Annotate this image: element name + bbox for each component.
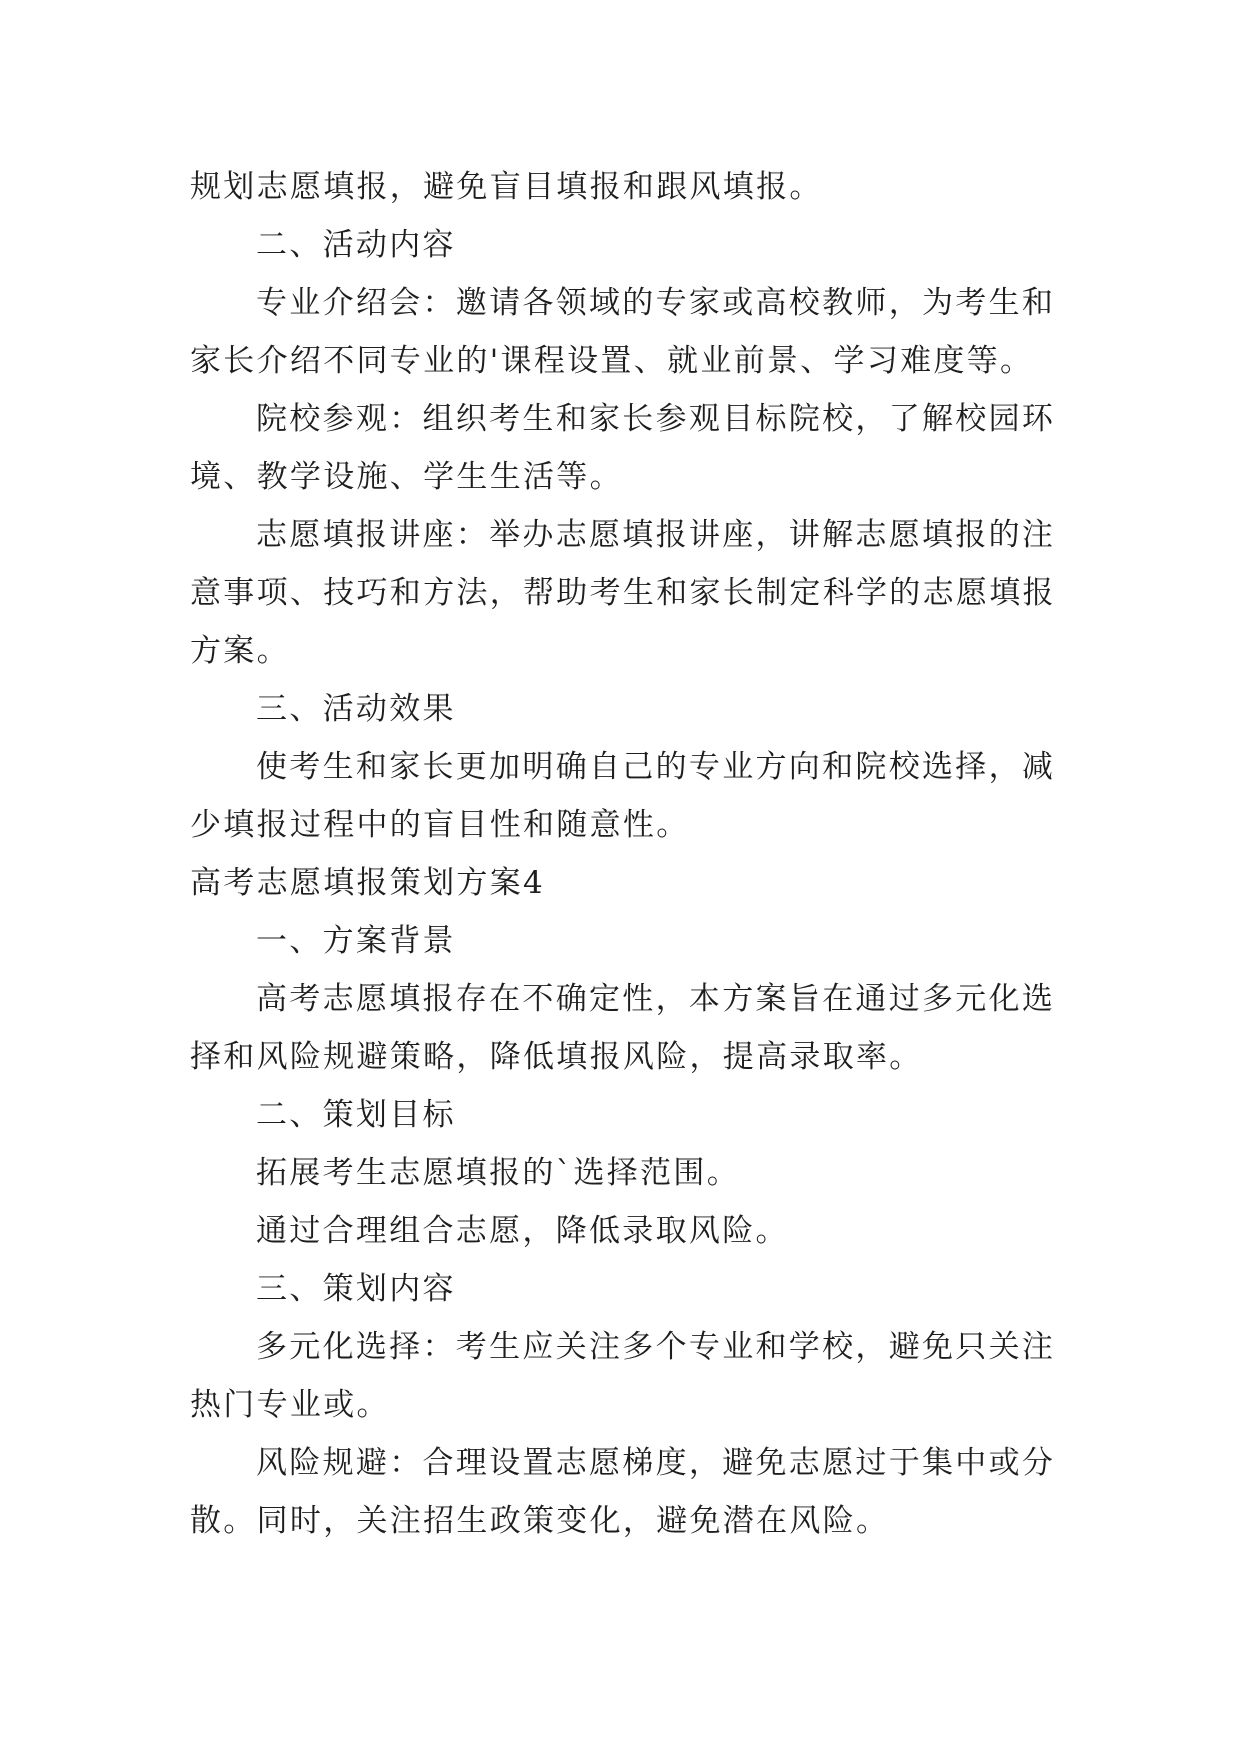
- text-line: 择和风险规避策略，降低填报风险，提高录取率。: [190, 1039, 923, 1075]
- text-line: 高考志愿填报存在不确定性，本方案旨在通过多元化选: [256, 981, 1056, 1017]
- text-line: 方案。: [190, 633, 290, 669]
- text-line: 一、方案背景: [256, 923, 456, 959]
- text-line: 志愿填报讲座：举办志愿填报讲座，讲解志愿填报的注: [256, 517, 1056, 553]
- text-line: 意事项、技巧和方法，帮助考生和家长制定科学的志愿填报: [190, 575, 1056, 611]
- text-line: 三、活动效果: [256, 691, 456, 727]
- text-line: 热门专业或。: [190, 1387, 390, 1423]
- text-line: 规划志愿填报，避免盲目填报和跟风填报。: [190, 169, 823, 205]
- text-line: 拓展考生志愿填报的`选择范围。: [256, 1155, 740, 1191]
- text-line: 少填报过程中的盲目性和随意性。: [190, 807, 690, 843]
- document-body: [190, 158, 1058, 1550]
- text-line: 高考志愿填报策划方案4: [190, 865, 546, 901]
- text-line: 使考生和家长更加明确自己的专业方向和院校选择，减: [256, 749, 1056, 785]
- text-line: 二、活动内容: [256, 227, 456, 263]
- text-line: 散。同时，关注招生政策变化，避免潜在风险。: [190, 1503, 890, 1539]
- text-line: 专业介绍会：邀请各领域的专家或高校教师，为考生和: [256, 285, 1056, 321]
- text-line: 风险规避：合理设置志愿梯度，避免志愿过于集中或分: [256, 1445, 1056, 1481]
- text-line: 多元化选择：考生应关注多个专业和学校，避免只关注: [256, 1329, 1056, 1365]
- text-line: 家长介绍不同专业的'课程设置、就业前景、学习难度等。: [190, 343, 1034, 379]
- text-line: 三、策划内容: [256, 1271, 456, 1307]
- text-line: 院校参观：组织考生和家长参观目标院校，了解校园环: [256, 401, 1056, 437]
- text-line: 二、策划目标: [256, 1097, 456, 1133]
- text-line: 境、教学设施、学生生活等。: [190, 459, 623, 495]
- text-line: 通过合理组合志愿，降低录取风险。: [256, 1213, 789, 1249]
